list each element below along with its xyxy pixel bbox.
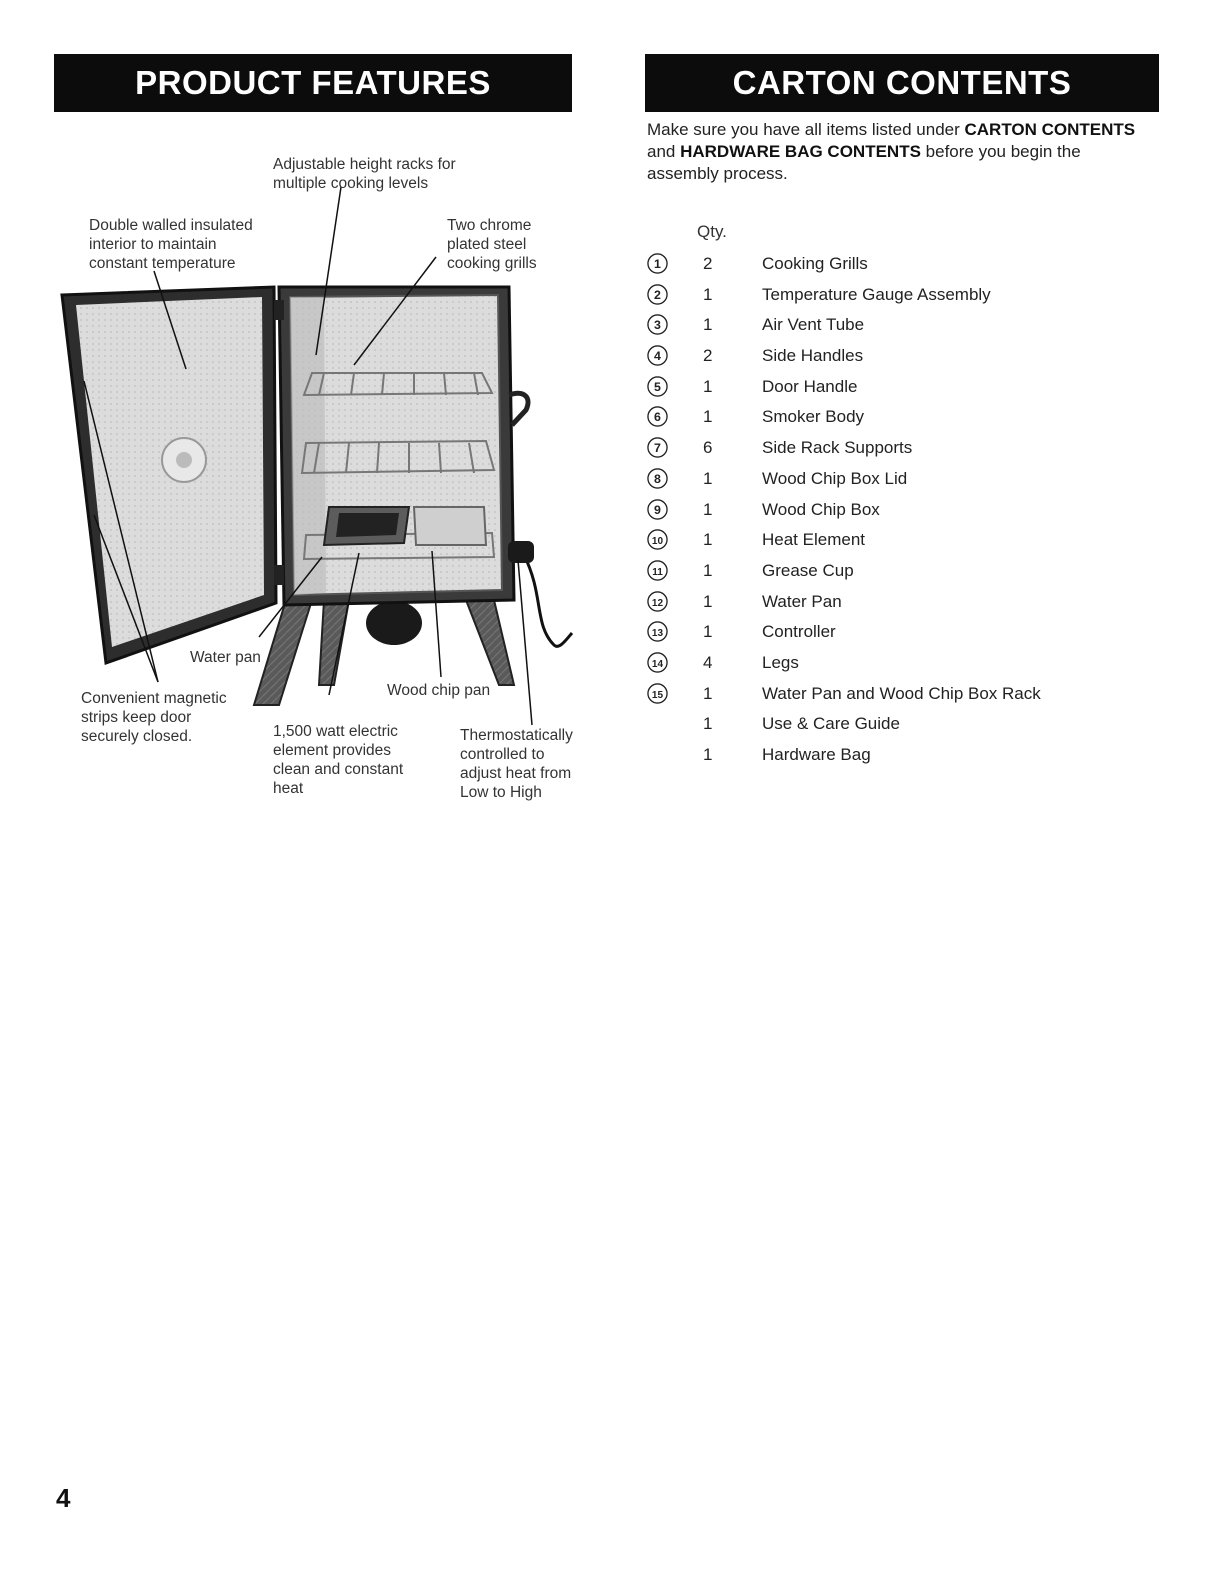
- list-item: [647, 527, 1167, 558]
- item-name: Temperature Gauge Assembly: [762, 284, 991, 304]
- item-qty: 1: [703, 315, 713, 335]
- grease-cup: [366, 601, 422, 645]
- list-item: [647, 343, 1167, 374]
- item-name: Air Vent Tube: [762, 315, 865, 335]
- item-qty: 1: [703, 468, 713, 488]
- list-item: [647, 589, 1167, 620]
- item-name: Side Handles: [762, 346, 864, 366]
- list-item: [647, 312, 1167, 343]
- item-name: Grease Cup: [762, 560, 854, 580]
- item-number: 1: [654, 256, 661, 271]
- item-name: Water Pan and Wood Chip Box Rack: [762, 683, 1041, 703]
- list-item: [647, 711, 1167, 742]
- item-qty: 1: [703, 376, 713, 396]
- item-number: 5: [654, 379, 661, 394]
- label-chrome-grills: Two chrome plated steel cooking grills: [447, 217, 537, 272]
- item-number: 12: [651, 597, 664, 609]
- item-qty: 2: [703, 254, 713, 273]
- item-name: Water Pan: [762, 591, 842, 611]
- list-item: [647, 650, 1167, 681]
- item-number: 2: [654, 287, 661, 302]
- item-number-icon: [647, 529, 668, 550]
- item-qty: 1: [703, 591, 713, 611]
- item-number: 3: [654, 318, 661, 333]
- item-number-icon: [647, 560, 668, 581]
- label-thermostat: Thermostatically controlled to adjust heat from Low to High: [460, 727, 573, 801]
- item-qty: 4: [703, 652, 713, 672]
- item-name: Controller: [762, 622, 836, 642]
- label-double-walled: Double walled insulated interior to maintain constant temperature: [89, 217, 253, 272]
- item-number-icon: [647, 406, 668, 427]
- intro-paragraph: Make sure you have all items listed under CARTON CONTENTS and HARDWARE BAG CONTENTS before you begin the assembly process.: [647, 120, 1136, 183]
- pans: [324, 507, 486, 545]
- item-number: 7: [654, 440, 661, 455]
- list-item: [647, 374, 1167, 405]
- item-number-icon: [647, 683, 668, 704]
- item-name: Wood Chip Box: [762, 499, 880, 519]
- item-number: 13: [651, 628, 664, 640]
- label-wood-chip-pan: Wood chip pan: [387, 682, 491, 699]
- list-item: [647, 497, 1167, 528]
- item-number-icon: [647, 376, 668, 397]
- item-qty: 1: [703, 622, 713, 642]
- item-number-icon: [647, 468, 668, 489]
- item-number: 15: [651, 689, 664, 701]
- list-item: [647, 619, 1167, 650]
- item-number-icon: [647, 284, 668, 305]
- qty-header: Qty.: [697, 222, 727, 241]
- item-qty: 1: [703, 530, 713, 550]
- item-name: Door Handle: [762, 376, 858, 396]
- item-number-icon: [647, 253, 668, 274]
- item-qty: 1: [703, 560, 713, 580]
- smoker-door: [62, 287, 284, 663]
- list-item: [647, 742, 1167, 773]
- item-number: 6: [654, 410, 661, 425]
- item-name: Heat Element: [762, 530, 865, 550]
- list-item: [647, 558, 1167, 589]
- item-name: Use & Care Guide: [762, 714, 900, 734]
- product-features-banner: PRODUCT FEATURES: [54, 54, 572, 112]
- item-number: 11: [652, 566, 663, 578]
- label-adjustable-racks: Adjustable height racks for multiple cooking levels: [273, 156, 456, 192]
- power-cord: [524, 555, 572, 646]
- controller: [508, 541, 534, 563]
- item-number-icon: [647, 437, 668, 458]
- item-name: Side Rack Supports: [762, 438, 913, 458]
- item-number: 4: [654, 348, 661, 363]
- page-number: 4: [56, 1483, 71, 1513]
- item-name: Cooking Grills: [762, 254, 868, 273]
- item-number: 10: [651, 535, 664, 547]
- item-number-icon: [647, 345, 668, 366]
- item-number: 9: [654, 502, 661, 517]
- label-electric-element: 1,500 watt electric element provides clean and constant heat: [273, 723, 404, 797]
- item-name: Hardware Bag: [762, 745, 871, 764]
- item-number-icon: [647, 314, 668, 335]
- item-qty: 1: [703, 407, 713, 427]
- item-number: 8: [654, 471, 661, 486]
- item-number-icon: [647, 591, 668, 612]
- item-qty: 1: [703, 714, 713, 734]
- item-qty: 6: [703, 438, 713, 458]
- item-number: 14: [651, 658, 664, 670]
- item-number-icon: [647, 621, 668, 642]
- label-magnetic-strips: Convenient magnetic strips keep door securely closed.: [81, 690, 227, 745]
- list-item: [647, 435, 1167, 466]
- item-qty: 1: [703, 284, 713, 304]
- item-name: Wood Chip Box Lid: [762, 468, 908, 488]
- item-qty: 2: [703, 346, 713, 366]
- list-item: [647, 466, 1167, 497]
- list-item: [647, 404, 1167, 435]
- item-number-icon: [647, 652, 668, 673]
- item-qty: 1: [703, 499, 713, 519]
- item-number-icon: [647, 499, 668, 520]
- item-qty: 1: [703, 745, 713, 764]
- label-water-pan: Water pan: [190, 649, 261, 666]
- carton-contents-banner: CARTON CONTENTS: [645, 54, 1159, 112]
- list-item: [647, 681, 1167, 712]
- item-name: Legs: [762, 652, 799, 672]
- list-item: [647, 251, 1167, 282]
- item-qty: 1: [703, 683, 713, 703]
- item-name: Smoker Body: [762, 407, 865, 427]
- carton-contents-list: [647, 251, 1167, 773]
- list-item: [647, 282, 1167, 313]
